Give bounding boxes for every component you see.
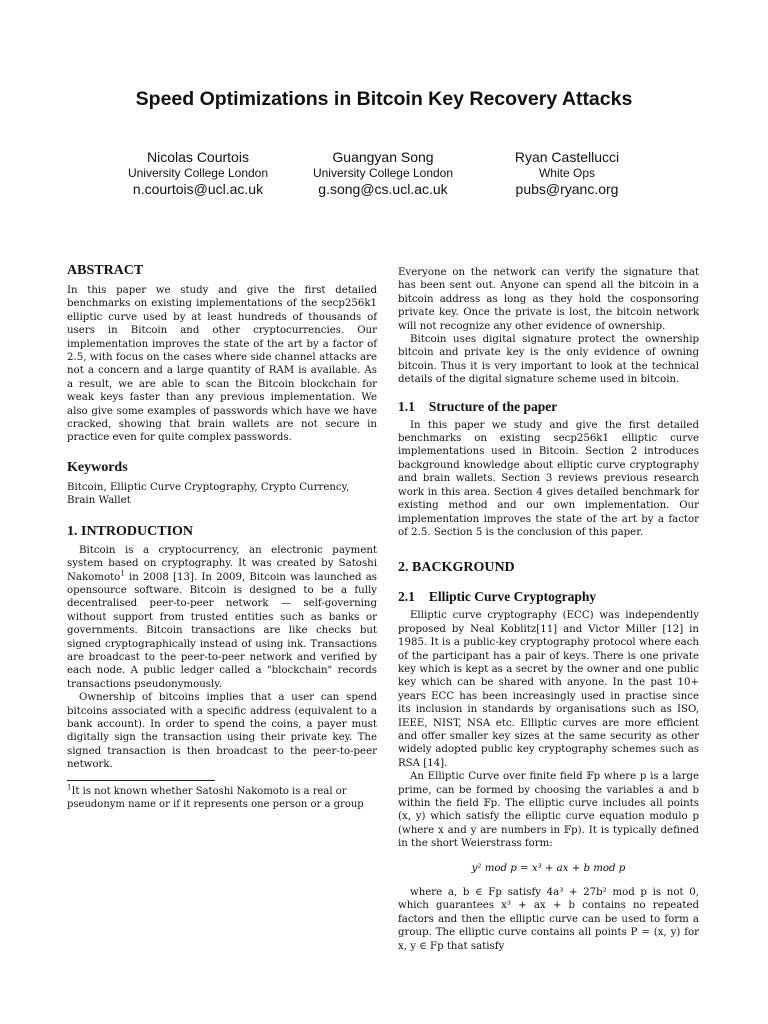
right-paragraph-1: Everyone on the network can verify the signature that has been sent out. Anyone can spend all the bitcoin in a bitcoin address as long as they hold the cosponsoring private key. Once the private is lost, the bitcoin network will not recognize any other evidence of ownership. <box>398 267 699 332</box>
author-name: Ryan Castellucci <box>514 149 620 165</box>
footnote-divider <box>67 780 215 781</box>
abstract-heading: ABSTRACT <box>67 263 144 278</box>
keywords-text: Bitcoin, Elliptic Curve Cryptography, Crypto Currency, Brain Wallet <box>67 481 350 507</box>
right-paragraph-2: Bitcoin uses digital signature protect the ownership bitcoin and private key is the only evidence of owning bitcoin. Thus it is very important to look at the technical details of the digital signature scheme used in bitcoin. <box>398 334 699 386</box>
keywords-heading: Keywords <box>67 459 128 475</box>
introduction-heading: 1. INTRODUCTION <box>67 523 194 539</box>
weierstrass-equation: y² mod p = x³ + ax + b mod p <box>471 862 626 874</box>
section-2-1-heading: 2.1 Elliptic Curve Cryptography <box>398 589 597 605</box>
intro-paragraph-1: Bitcoin is a cryptocurrency, an electronic payment system based on cryptography. It was created by Satoshi Nakomoto$^1$ in 2008 [13]. In 2009, Bitcoin was launched as opensource software. Bitcoin is designed to be a fully decentralised peer-to-peer network — self-governing without support from trusted entities such as banks or governments. Bitcoin transactions are like checks but signed cryptographically instead of using ink. Transactions are broadcast to the peer-to-peer network and verified by each node. A public ledger called a "blockchain" records transactions pseudonymously. <box>67 544 377 690</box>
author-name: Guangyan Song <box>332 149 434 165</box>
author-affiliation: University College London <box>127 166 269 180</box>
section-1-1-heading: 1.1 Structure of the paper <box>398 398 558 414</box>
paper-title: Speed Optimizations in Bitcoin Key Recovery Attacks <box>135 88 633 110</box>
left-column <box>67 262 377 811</box>
abstract-text: In this paper we study and give the first detailed benchmarks on existing implementations of the secp256k1 elliptic curve used by at least hundreds of thousands of users in Bitcoin and other cryptocurrencies. Our implementation improves the state of the art by a factor of 2.5, with focus on the cases where side channel attacks are not a concern and a large quantity of RAM is available. As a result, we are able to scan the Bitcoin blockchain for weak keys faster than any previous implementation. We also give some examples of passwords which have we have cracked, showing that brain wallets are not secure in practice even for quite complex passwords. <box>67 285 377 444</box>
author-3 <box>452 149 682 198</box>
author-affiliation: White Ops <box>538 166 595 180</box>
author-affiliation: University College London <box>312 166 454 180</box>
author-email: pubs@ryanc.org <box>515 181 619 197</box>
author-email: n.courtois@ucl.ac.uk <box>132 181 264 197</box>
author-email: g.song@cs.ucl.ac.uk <box>318 181 448 197</box>
ecc-paragraph-3: where a, b ∈ Fp satisfy 4a³ + 27b² mod p is not 0, which guarantees x³ + ax + b contains no repeated factors and then the elliptic curve can be used to form a group. The elliptic curve contains all points P = (x, y) for x, y ∈ Fp that satisfy <box>398 887 699 952</box>
ecc-paragraph-1: Elliptic curve cryptography (ECC) was independently proposed by Neal Koblitz[11] and Victor Miller [12] in 1985. It is a public-key cryptography protocol where each of the participant has a pair of keys. There is one private key which is kept as a secret by the owner and one public key which can be shared with anyone. In the past 10+ years ECC has been increasingly used in practise since its inclusion in standards by organisations such as ISO, IEEE, NIST, NSA etc. Elliptic curves are more efficient and offer smaller key sizes at the same security as other widely adopted public key cryptography schemes such as RSA [14]. <box>398 610 699 769</box>
footnote: $^1$It is not known whether Satoshi Nakomoto is a real or pseudonym name or if it represents one person or a group <box>67 783 364 810</box>
background-heading: 2. BACKGROUND <box>398 560 515 576</box>
right-column <box>398 266 699 953</box>
author-name: Nicolas Courtois <box>147 149 249 165</box>
footnote-ref: 1 <box>120 569 125 578</box>
section-1-1-text: In this paper we study and give the first detailed benchmarks on existing secp256k1 elliptic curve implementations used in Bitcoin. Section 2 introduces background knowledge about elliptic curve cryptography and brain wallets. Section 3 reviews previous research work in this area. Section 4 gives detailed benchmark for existing method and our own implementation. Our implementation improves the state of the art by a factor of 2.5. Section 5 is the conclusion of this paper. <box>398 419 699 538</box>
intro-paragraph-2: Ownership of bitcoins implies that a user can spend bitcoins associated with a specific address (equivalent to a bank account). In order to spend the coins, a payer must digitally sign the transaction using their private key. The signed transaction is then broadcast to the peer-to-peer network. <box>67 692 377 771</box>
ecc-paragraph-2: An Elliptic Curve over finite field 𝔽p where p is a large prime, can be formed by choosing the variables a and b within the field 𝔽p. The elliptic curve includes all points (x, y) which satisfy the elliptic curve equation modulo p (where x and y are numbers in 𝔽p). It is typically defined in the short Weierstrass form: <box>398 771 699 850</box>
